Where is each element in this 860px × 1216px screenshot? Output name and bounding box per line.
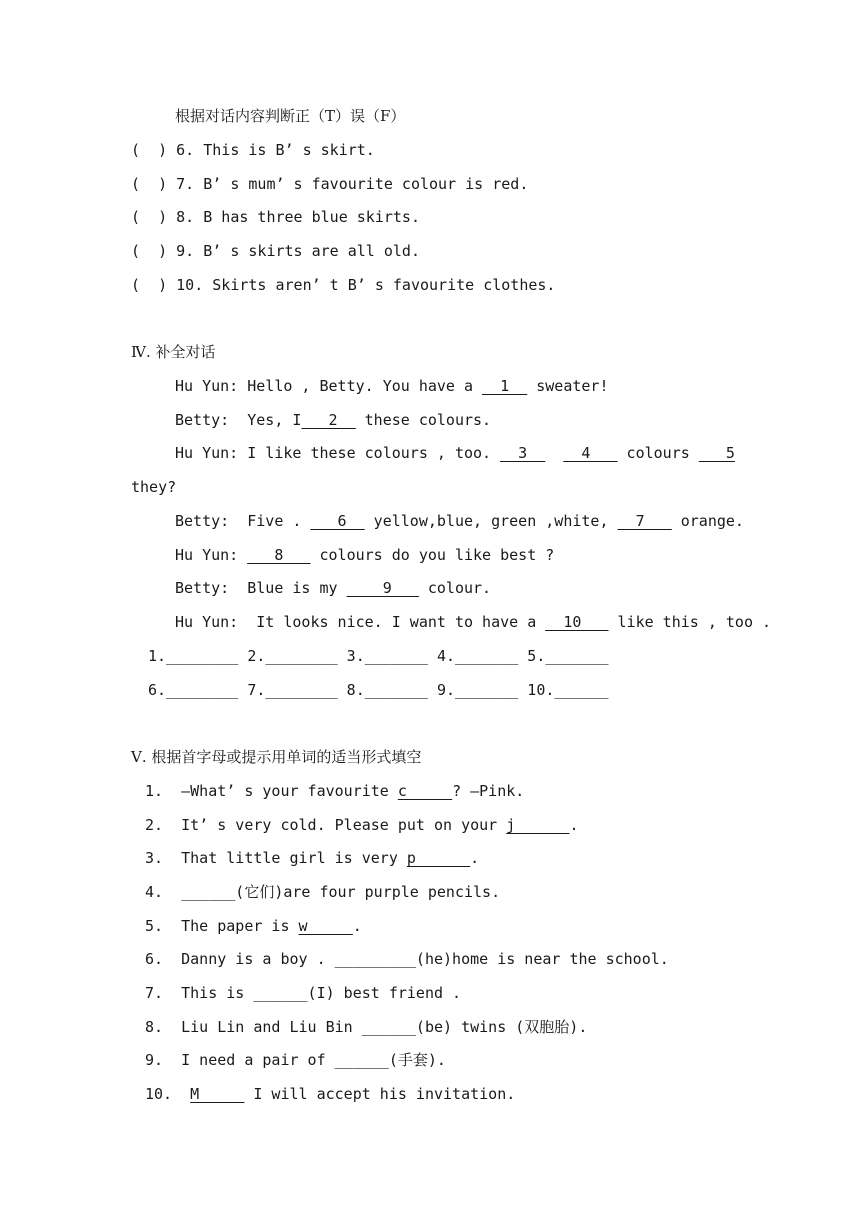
dialogue-text: colour. (418, 579, 492, 597)
fill-text: . (569, 816, 579, 834)
dialogue-text: colours do you like best ? (310, 546, 555, 564)
dialogue-line-3-wrap: they? (131, 478, 177, 496)
fill-hint: M_____ (190, 1085, 245, 1103)
dialogue-text: sweater! (527, 377, 609, 395)
fill-hint: c_____ (397, 782, 453, 800)
fill-item-2 (145, 815, 578, 835)
blank-5: ___5 (698, 444, 735, 462)
dialogue-line-1 (175, 376, 608, 396)
dialogue-text: Betty: Five . (175, 512, 311, 530)
section5-title: Ⅴ. 根据首字母或提示用单词的适当形式填空 (131, 748, 422, 766)
fill-text: 10. (145, 1085, 191, 1103)
section4-title: Ⅳ. 补全对话 (131, 343, 216, 361)
dialogue-line-7 (175, 612, 771, 632)
dialogue-line-3 (175, 443, 735, 463)
tf-item-7: ( ) 7. B’ s mum’ s favourite colour is red. (131, 175, 529, 193)
fill-item-5 (145, 916, 362, 936)
dialogue-text: Betty: Yes, I (175, 411, 302, 429)
dialogue-text: like this , too . (608, 613, 772, 631)
tf-item-10: ( ) 10. Skirts aren’ t B’ s favourite clothes. (131, 276, 556, 294)
fill-item-6: 6. Danny is a boy . _________(he)home is near the school. (145, 950, 669, 968)
blank-8: ___8___ (247, 546, 311, 564)
dialogue-text: these colours. (355, 411, 492, 429)
fill-text: ? —Pink. (452, 782, 525, 800)
dialogue-text: yellow,blue, green ,white, (364, 512, 618, 530)
fill-hint: j______ (506, 816, 570, 834)
fill-text: . (352, 917, 362, 935)
fill-item-7: 7. This is ______(I) best friend . (145, 984, 462, 1002)
blank-4: __4___ (563, 444, 618, 462)
fill-item-4: 4. ______(它们)are four purple pencils. (145, 883, 501, 901)
fill-text: 1. —What’ s your favourite (145, 782, 398, 800)
fill-item-3 (145, 848, 479, 868)
answer-row-2: 6.________ 7.________ 8._______ 9._______ 10.______ (148, 681, 609, 699)
fill-text: 3. That little girl is very (145, 849, 407, 867)
fill-text: I will accept his invitation. (244, 1085, 516, 1103)
fill-hint: p______ (406, 849, 471, 867)
blank-1: __1__ (482, 377, 528, 395)
dialogue-text: Hu Yun: (175, 546, 248, 564)
fill-hint: w_____ (298, 917, 353, 935)
dialogue-line-5 (175, 545, 554, 565)
fill-text: 5. The paper is (145, 917, 299, 935)
blank-3: __3__ (500, 444, 546, 462)
dialogue-text: Betty: Blue is my (175, 579, 347, 597)
fill-text: . (470, 849, 480, 867)
dialogue-text: orange. (671, 512, 744, 530)
dialogue-text: Hu Yun: Hello , Betty. You have a (175, 377, 483, 395)
fill-item-10 (145, 1084, 515, 1104)
tf-item-9: ( ) 9. B’ s skirts are all old. (131, 242, 420, 260)
blank-6: ___6__ (310, 512, 365, 530)
dialogue-line-4 (175, 511, 744, 531)
dialogue-line-2 (175, 410, 491, 430)
dialogue-text: colours (617, 444, 699, 462)
fill-item-9: 9. I need a pair of ______(手套). (145, 1051, 446, 1069)
tf-item-8: ( ) 8. B has three blue skirts. (131, 208, 420, 226)
fill-text: 2. It’ s very cold. Please put on your (145, 816, 507, 834)
answer-row-1: 1.________ 2.________ 3._______ 4._______ 5._______ (148, 647, 609, 665)
dialogue-text: Hu Yun: It looks nice. I want to have a (175, 613, 546, 631)
tf-item-6: ( ) 6. This is B’ s skirt. (131, 141, 375, 159)
blank-10: __10___ (545, 613, 609, 631)
dialogue-line-6 (175, 578, 491, 598)
dialogue-text: Hu Yun: I like these colours , too. (175, 444, 501, 462)
blank-7: __7___ (617, 512, 672, 530)
section3-instruction: 根据对话内容判断正（T）误（F） (175, 107, 406, 125)
blank-9: ____9___ (346, 579, 419, 597)
fill-item-1 (145, 781, 524, 801)
dialogue-text (545, 444, 563, 462)
blank-2: ___2__ (301, 411, 356, 429)
fill-item-8: 8. Liu Lin and Liu Bin ______(be) twins (双胞胎). (145, 1018, 588, 1036)
